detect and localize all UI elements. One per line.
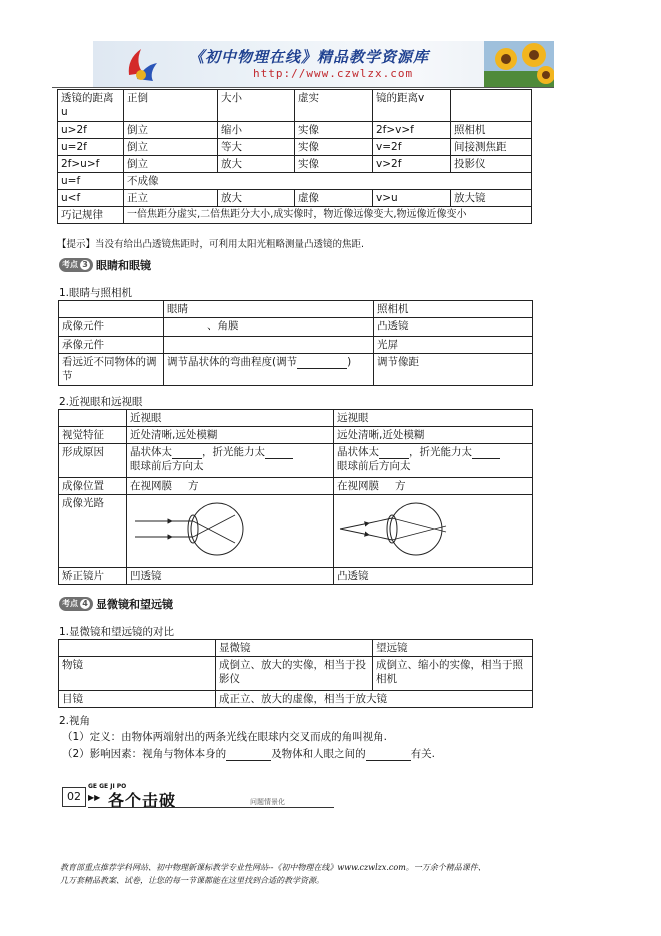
table-row [59,478,533,495]
table-row [59,657,533,691]
lens-imaging-table [57,89,532,224]
table-row [58,139,532,156]
table-cell: 近视眼 [127,410,334,427]
tip-text: 【提示】当没有给出凸透镜焦距时，可利用太阳光粗略测量凸透镜的焦距. [57,239,365,250]
section-badge: 考点 3 [59,258,93,272]
table-cell: 照相机 [451,122,532,139]
table-cell: 近处清晰,远处模糊 [127,427,334,444]
table-cell [59,640,216,657]
subsection-title: 1.眼睛与照相机 [59,287,133,299]
table-cell: 形成原因 [59,444,127,478]
table-cell: 望远镜 [373,640,533,657]
part-title: 各个击破 [108,791,177,810]
table-cell: v>u [373,190,451,207]
eye-camera-table [58,300,533,386]
table-cell: 间接测焦距 [451,139,532,156]
factor-line: （2）影响因素：视角与物体本身的 及物体和人眼之间的 有关. [62,748,436,760]
table-cell [59,410,127,427]
footer-line: 几万套精品教案、试卷，让您的每一节课都能在这里找到合适的教学资源。 [60,876,324,885]
table-cell: 调节晶状体的弯曲程度(调节 ) [164,354,374,386]
play-arrows-icon: ▶▶ [88,793,101,802]
table-row [59,444,533,478]
banner-url[interactable]: http://www.czwlzx.com [253,67,414,80]
table-cell: 凸透镜 [334,568,533,585]
table-row [59,691,533,708]
table-cell [334,495,533,568]
section-heading [59,257,151,273]
table-row [58,122,532,139]
part-number: 02 [62,787,86,807]
table-cell: 2f>u>f [58,156,124,173]
header-banner [93,41,554,88]
myopia-eye-diagram-icon [127,495,332,563]
table-row [58,190,532,207]
table-cell: 目镜 [59,691,216,708]
table-cell: 远处清晰,近处模糊 [334,427,533,444]
table-cell: 放大 [218,190,295,207]
table-cell: 2f>v>f [373,122,451,139]
banner-title: 《初中物理在线》精品教学资源库 [189,48,430,66]
page-footer [60,861,605,887]
table-row [59,427,533,444]
subsection-title: 2.近视眼和远视眼 [59,396,143,408]
table-cell: 缩小 [218,122,295,139]
table-cell: 成倒立、缩小的实像，相当于照相机 [373,657,533,691]
table-row [58,173,532,190]
header-rule [52,87,554,88]
table-cell: 实像 [295,139,373,156]
section-heading [59,596,173,612]
table-cell: u=2f [58,139,124,156]
table-cell: 一倍焦距分虚实,二倍焦距分大小,成实像时，物近像远像变大,物远像近像变小 [124,207,532,224]
table-cell: 物镜 [59,657,216,691]
part-subtitle: 问题情景化 [250,798,285,806]
table-cell: 远视眼 [334,410,533,427]
subsection-title: 2.视角 [59,715,91,727]
table-row [59,354,533,386]
part-heading [62,783,334,809]
table-cell: 虚实 [295,90,373,122]
myopia-hyperopia-table [58,409,533,585]
footer-line: 教育部重点推荐学科网站、初中物理新课标教学专业性网站--《初中物理在线》www.czwlzx.com。一万余个精品课件、 [60,863,486,872]
table-cell: 调节像距 [374,354,533,386]
table-row [59,318,533,337]
table-cell: 等大 [218,139,295,156]
hyperopia-eye-diagram-icon [334,495,531,563]
table-row [59,410,533,427]
table-cell: 看远近不同物体的调节 [59,354,164,386]
table-row [58,90,532,122]
table-cell [451,90,532,122]
table-cell: 视觉特征 [59,427,127,444]
microscope-telescope-table [58,639,533,708]
table-cell: 正立 [124,190,218,207]
table-cell [59,301,164,318]
site-logo-icon [123,45,159,83]
table-cell: 矫正镜片 [59,568,127,585]
table-cell: 镜的距离v [373,90,451,122]
table-cell: 倒立 [124,122,218,139]
table-cell: 实像 [295,122,373,139]
table-cell: 大小 [218,90,295,122]
table-row [59,640,533,657]
section-title: 显微镜和望远镜 [96,598,173,611]
table-cell: 实像 [295,156,373,173]
table-cell: 成像光路 [59,495,127,568]
table-cell: 眼睛 [164,301,374,318]
table-cell: 成正立、放大的虚像，相当于放大镜 [216,691,533,708]
table-cell: u=f [58,173,124,190]
table-cell: 光屏 [374,337,533,354]
table-row [59,301,533,318]
table-row [59,495,533,568]
table-cell: 晶状体太 ，折光能力太 眼球前后方向太 [334,444,533,478]
table-row [59,568,533,585]
table-row [59,337,533,354]
part-rule [88,807,334,808]
table-cell: 照相机 [374,301,533,318]
table-row [58,207,532,224]
table-cell [164,337,374,354]
table-cell: 在视网膜 方 [334,478,533,495]
table-cell: 倒立 [124,139,218,156]
table-cell: 投影仪 [451,156,532,173]
table-cell: v=2f [373,139,451,156]
table-cell: 放大 [218,156,295,173]
subsection-title: 1.显微镜和望远镜的对比 [59,626,175,638]
table-cell: 成倒立、放大的实像，相当于投影仪 [216,657,373,691]
table-cell: 不成像 [124,173,532,190]
table-cell: 成像元件 [59,318,164,337]
table-cell: 透镜的距离u [58,90,124,122]
sunflower-icon [484,41,554,87]
table-cell: 正倒 [124,90,218,122]
table-cell: 在视网膜 方 [127,478,334,495]
table-cell: 、角膜 [164,318,374,337]
table-cell: 显微镜 [216,640,373,657]
table-cell: v>2f [373,156,451,173]
table-cell: 承像元件 [59,337,164,354]
definition-line: （1）定义：由物体两端射出的两条光线在眼球内交叉而成的角叫视角. [62,731,388,743]
section-badge: 考点 4 [59,597,93,611]
part-pinyin: GE GE JI PO [88,783,127,790]
table-cell: 晶状体太 ，折光能力太 眼球前后方向太 [127,444,334,478]
table-cell: 凸透镜 [374,318,533,337]
table-cell: 虚像 [295,190,373,207]
table-cell: 放大镜 [451,190,532,207]
table-cell: u>2f [58,122,124,139]
table-row [58,156,532,173]
table-cell: u<f [58,190,124,207]
table-cell: 凹透镜 [127,568,334,585]
section-title: 眼睛和眼镜 [96,259,151,272]
table-cell: 巧记规律 [58,207,124,224]
table-cell: 倒立 [124,156,218,173]
table-cell [127,495,334,568]
table-cell: 成像位置 [59,478,127,495]
